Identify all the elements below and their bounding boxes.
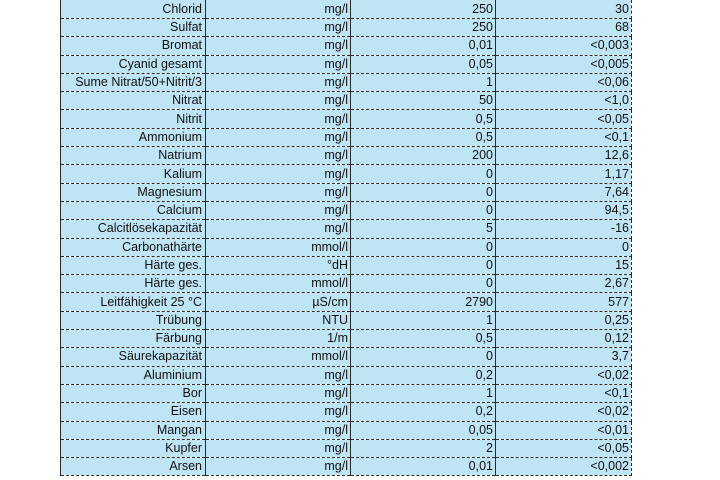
table-body <box>61 0 632 476</box>
unit-cell[interactable]: mmol/l <box>206 275 351 293</box>
limit-value-cell[interactable]: 0 <box>351 183 496 201</box>
measured-value-cell[interactable]: <0,003 <box>496 37 632 55</box>
limit-value-cell[interactable]: 0 <box>351 201 496 219</box>
unit-cell[interactable]: mg/l <box>206 201 351 219</box>
measured-value-cell[interactable]: 3,7 <box>496 348 632 366</box>
parameter-cell[interactable]: Arsen <box>61 458 206 476</box>
limit-value-cell[interactable]: 2790 <box>351 293 496 311</box>
measured-value-cell[interactable]: 577 <box>496 293 632 311</box>
parameter-cell[interactable]: Bor <box>61 384 206 402</box>
unit-cell[interactable]: mg/l <box>206 128 351 146</box>
unit-cell[interactable]: 1/m <box>206 330 351 348</box>
table-row <box>61 110 632 128</box>
limit-value-cell[interactable]: 1 <box>351 311 496 329</box>
table-row <box>61 37 632 55</box>
table-row <box>61 256 632 274</box>
table-row <box>61 183 632 201</box>
table-row <box>61 165 632 183</box>
measured-value-cell[interactable]: <0,002 <box>496 458 632 476</box>
table-row <box>61 330 632 348</box>
measured-value-cell[interactable]: 0,12 <box>496 330 632 348</box>
unit-cell[interactable]: NTU <box>206 311 351 329</box>
unit-cell[interactable]: mg/l <box>206 55 351 73</box>
parameter-cell[interactable]: Leitfähigkeit 25 °C <box>61 293 206 311</box>
unit-cell[interactable]: mg/l <box>206 19 351 37</box>
parameter-cell[interactable]: Färbung <box>61 330 206 348</box>
unit-cell[interactable]: mg/l <box>206 92 351 110</box>
table-row <box>61 92 632 110</box>
table-row <box>61 458 632 476</box>
unit-cell[interactable]: mg/l <box>206 458 351 476</box>
table-row <box>61 128 632 146</box>
measured-value-cell[interactable]: 0 <box>496 238 632 256</box>
table-row <box>61 220 632 238</box>
parameter-cell[interactable]: Kupfer <box>61 439 206 457</box>
limit-value-cell[interactable]: 0,2 <box>351 403 496 421</box>
table-row <box>61 201 632 219</box>
measured-value-cell[interactable]: 30 <box>496 0 632 19</box>
limit-value-cell[interactable]: 200 <box>351 147 496 165</box>
unit-cell[interactable]: mg/l <box>206 0 351 19</box>
unit-cell[interactable]: mg/l <box>206 73 351 91</box>
measured-value-cell[interactable]: 12,6 <box>496 147 632 165</box>
limit-value-cell[interactable]: 5 <box>351 220 496 238</box>
unit-cell[interactable]: mg/l <box>206 165 351 183</box>
table-row <box>61 0 632 19</box>
measured-value-cell[interactable]: <0,1 <box>496 128 632 146</box>
table-row <box>61 19 632 37</box>
measured-value-cell[interactable]: 7,64 <box>496 183 632 201</box>
table-row <box>61 293 632 311</box>
unit-cell[interactable]: mg/l <box>206 421 351 439</box>
measured-value-cell[interactable]: <0,06 <box>496 73 632 91</box>
unit-cell[interactable]: mmol/l <box>206 348 351 366</box>
parameter-cell[interactable]: Chlorid <box>61 0 206 19</box>
limit-value-cell[interactable]: 0,01 <box>351 458 496 476</box>
limit-value-cell[interactable]: 0,05 <box>351 55 496 73</box>
water-analysis-table <box>60 0 632 476</box>
table-row <box>61 238 632 256</box>
limit-value-cell[interactable]: 1 <box>351 384 496 402</box>
limit-value-cell[interactable]: 0 <box>351 275 496 293</box>
parameter-cell[interactable]: Magnesium <box>61 183 206 201</box>
measured-value-cell[interactable]: 94,5 <box>496 201 632 219</box>
limit-value-cell[interactable]: 0 <box>351 256 496 274</box>
limit-value-cell[interactable]: 250 <box>351 0 496 19</box>
parameter-cell[interactable]: Mangan <box>61 421 206 439</box>
table-row <box>61 384 632 402</box>
measured-value-cell[interactable]: 15 <box>496 256 632 274</box>
table-row <box>61 348 632 366</box>
parameter-cell[interactable]: Sulfat <box>61 19 206 37</box>
parameter-cell[interactable]: Härte ges. <box>61 256 206 274</box>
measured-value-cell[interactable]: <0,01 <box>496 421 632 439</box>
table-row <box>61 421 632 439</box>
table-row <box>61 403 632 421</box>
table-row <box>61 366 632 384</box>
measured-value-cell[interactable]: 0,25 <box>496 311 632 329</box>
parameter-cell[interactable]: Nitrit <box>61 110 206 128</box>
measured-value-cell[interactable]: 68 <box>496 19 632 37</box>
table-row <box>61 439 632 457</box>
limit-value-cell[interactable]: 50 <box>351 92 496 110</box>
unit-cell[interactable]: mmol/l <box>206 238 351 256</box>
limit-value-cell[interactable]: 0 <box>351 238 496 256</box>
table-row <box>61 147 632 165</box>
measured-value-cell[interactable]: 1,17 <box>496 165 632 183</box>
parameter-cell[interactable]: Härte ges. <box>61 275 206 293</box>
parameter-cell[interactable]: Eisen <box>61 403 206 421</box>
unit-cell[interactable]: mg/l <box>206 110 351 128</box>
unit-cell[interactable]: mg/l <box>206 384 351 402</box>
unit-cell[interactable]: mg/l <box>206 403 351 421</box>
parameter-cell[interactable]: Sume Nitrat/50+Nitrit/3 <box>61 73 206 91</box>
unit-cell[interactable]: mg/l <box>206 147 351 165</box>
limit-value-cell[interactable]: 0 <box>351 348 496 366</box>
parameter-cell[interactable]: Aluminium <box>61 366 206 384</box>
unit-cell[interactable]: mg/l <box>206 183 351 201</box>
unit-cell[interactable]: mg/l <box>206 366 351 384</box>
parameter-cell[interactable]: Säurekapazität <box>61 348 206 366</box>
limit-value-cell[interactable]: 0,05 <box>351 421 496 439</box>
unit-cell[interactable]: mg/l <box>206 37 351 55</box>
limit-value-cell[interactable]: 2 <box>351 439 496 457</box>
measured-value-cell[interactable]: <0,05 <box>496 439 632 457</box>
parameter-cell[interactable]: Nitrat <box>61 92 206 110</box>
measured-value-cell[interactable]: <0,02 <box>496 403 632 421</box>
measured-value-cell[interactable]: <0,005 <box>496 55 632 73</box>
parameter-cell[interactable]: Calcitlösekapazität <box>61 220 206 238</box>
measured-value-cell[interactable]: 2,67 <box>496 275 632 293</box>
limit-value-cell[interactable]: 1 <box>351 73 496 91</box>
limit-value-cell[interactable]: 0,5 <box>351 330 496 348</box>
measured-value-cell[interactable]: <0,1 <box>496 384 632 402</box>
limit-value-cell[interactable]: 0 <box>351 165 496 183</box>
parameter-cell[interactable]: Natrium <box>61 147 206 165</box>
unit-cell[interactable]: mg/l <box>206 220 351 238</box>
parameter-cell[interactable]: Trübung <box>61 311 206 329</box>
unit-cell[interactable]: µS/cm <box>206 293 351 311</box>
measured-value-cell[interactable]: -16 <box>496 220 632 238</box>
parameter-cell[interactable]: Ammonium <box>61 128 206 146</box>
limit-value-cell[interactable]: 0,01 <box>351 37 496 55</box>
table-row <box>61 311 632 329</box>
limit-value-cell[interactable]: 0,5 <box>351 110 496 128</box>
table-row <box>61 73 632 91</box>
unit-cell[interactable]: mg/l <box>206 439 351 457</box>
limit-value-cell[interactable]: 250 <box>351 19 496 37</box>
parameter-cell[interactable]: Kalium <box>61 165 206 183</box>
measured-value-cell[interactable]: <0,02 <box>496 366 632 384</box>
measured-value-cell[interactable]: <1,0 <box>496 92 632 110</box>
unit-cell[interactable]: °dH <box>206 256 351 274</box>
limit-value-cell[interactable]: 0,5 <box>351 128 496 146</box>
parameter-cell[interactable]: Calcium <box>61 201 206 219</box>
measured-value-cell[interactable]: <0,05 <box>496 110 632 128</box>
parameter-cell[interactable]: Carbonathärte <box>61 238 206 256</box>
parameter-cell[interactable]: Cyanid gesamt <box>61 55 206 73</box>
parameter-cell[interactable]: Bromat <box>61 37 206 55</box>
table-row <box>61 275 632 293</box>
limit-value-cell[interactable]: 0,2 <box>351 366 496 384</box>
table-row <box>61 55 632 73</box>
